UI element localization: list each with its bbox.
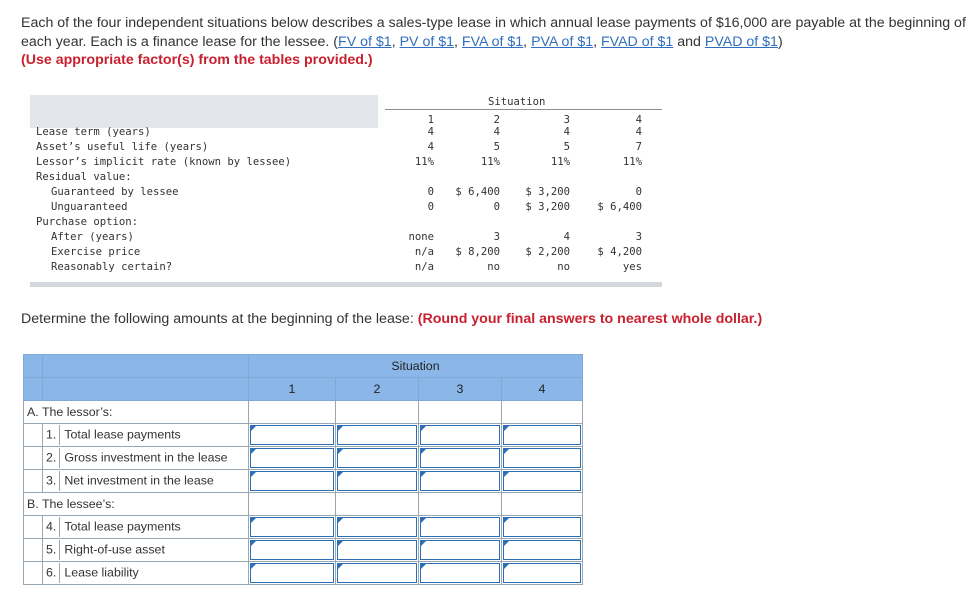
- input-marker-icon: [421, 472, 426, 477]
- grid-item-label: [43, 447, 249, 470]
- item-label: Right-of-use asset: [64, 542, 165, 557]
- grid-situation-header: Situation: [249, 355, 583, 378]
- empty-cell: [502, 493, 583, 516]
- data-cell: $ 4,200: [597, 246, 642, 258]
- empty-cell: [502, 401, 583, 424]
- item-divider: [59, 425, 60, 445]
- data-cell: 0: [427, 186, 434, 198]
- input-box[interactable]: [420, 563, 500, 583]
- input-marker-icon: [338, 518, 343, 523]
- situation-header: Situation: [488, 96, 546, 108]
- grid-col-2: 2: [336, 378, 419, 401]
- data-cell: 3: [493, 231, 500, 243]
- input-marker-icon: [421, 541, 426, 546]
- situation-header-rule: [385, 109, 662, 110]
- input-box[interactable]: [503, 448, 581, 468]
- data-table-footer-band: [30, 282, 662, 287]
- data-cell: n/a: [414, 261, 434, 273]
- input-marker-icon: [338, 426, 343, 431]
- indent-cell: [24, 516, 43, 539]
- input-marker-icon: [421, 426, 426, 431]
- input-box[interactable]: [503, 517, 581, 537]
- data-cell: yes: [622, 261, 642, 273]
- answer-input[interactable]: [419, 447, 502, 470]
- data-cell: $ 6,400: [455, 186, 500, 198]
- indent-cell: [24, 447, 43, 470]
- input-marker-icon: [338, 472, 343, 477]
- answer-input[interactable]: [249, 539, 336, 562]
- data-row-label: Asset’s useful life (years): [36, 141, 209, 153]
- task-prompt-text: Determine the following amounts at the beginning of the lease:: [21, 311, 418, 327]
- task-prompt: [21, 311, 762, 327]
- empty-cell: [336, 493, 419, 516]
- data-cell: 5: [563, 141, 570, 153]
- empty-cell: [336, 401, 419, 424]
- data-cell: 0: [427, 201, 434, 213]
- input-box[interactable]: [337, 448, 417, 468]
- data-row-label: Reasonably certain?: [51, 261, 173, 273]
- item-label: Gross investment in the lease: [64, 450, 228, 465]
- grid-section-title: [24, 401, 249, 424]
- answer-input[interactable]: [419, 562, 502, 585]
- data-cell: 4: [635, 126, 642, 138]
- item-divider: [59, 471, 60, 491]
- fv-table-link[interactable]: FV of $1: [338, 33, 392, 50]
- data-cell: $ 8,200: [455, 246, 500, 258]
- item-label: Total lease payments: [64, 519, 181, 534]
- input-box[interactable]: [337, 517, 417, 537]
- intro-close: ): [777, 33, 783, 50]
- data-cell: 4: [563, 231, 570, 243]
- data-cell: n/a: [414, 246, 434, 258]
- grid-corner: [24, 355, 43, 378]
- answer-input[interactable]: [336, 539, 419, 562]
- input-marker-icon: [251, 449, 256, 454]
- fvad-table-link[interactable]: FVAD of $1: [601, 33, 674, 50]
- input-box[interactable]: [503, 425, 581, 445]
- item-number: 2.: [46, 450, 57, 465]
- empty-cell: [419, 401, 502, 424]
- input-box[interactable]: [503, 471, 581, 491]
- answer-input[interactable]: [502, 447, 583, 470]
- data-row-label: Residual value:: [36, 171, 132, 183]
- answer-input[interactable]: [249, 562, 336, 585]
- item-divider: [59, 540, 60, 560]
- data-cell: 11%: [622, 156, 642, 168]
- intro-text: Each of the four independent situations below describes a sales-type lease in which annual lease payments of $16,000 are payable at the beginning of each year. Each is a finance lease for the lessee. (: [21, 15, 966, 50]
- data-cell: none: [408, 231, 434, 243]
- grid-col-3: 3: [419, 378, 502, 401]
- answer-input[interactable]: [502, 516, 583, 539]
- indent-cell: [24, 562, 43, 585]
- situation-col-3: 3: [563, 114, 570, 126]
- answer-input[interactable]: [249, 470, 336, 493]
- item-number: 6.: [46, 565, 57, 580]
- data-cell: 4: [427, 141, 434, 153]
- data-cell: 11%: [414, 156, 434, 168]
- grid-item-label: [43, 470, 249, 493]
- data-cell: 5: [493, 141, 500, 153]
- answer-input[interactable]: [502, 562, 583, 585]
- data-cell: 0: [493, 201, 500, 213]
- data-row-label: Lease term (years): [36, 126, 151, 138]
- section-title: The lessor’s:: [41, 405, 113, 419]
- data-row-label: After (years): [51, 231, 134, 243]
- situation-col-1: 1: [427, 114, 434, 126]
- input-box[interactable]: [420, 471, 500, 491]
- input-box[interactable]: [420, 540, 500, 560]
- grid-col-1: 1: [249, 378, 336, 401]
- data-cell: no: [557, 261, 570, 273]
- answer-input[interactable]: [502, 470, 583, 493]
- input-marker-icon: [338, 541, 343, 546]
- item-label: Total lease payments: [64, 427, 181, 442]
- pv-table-link[interactable]: PV of $1: [399, 33, 455, 50]
- input-marker-icon: [421, 449, 426, 454]
- situations-data-table: [30, 95, 662, 287]
- input-box[interactable]: [337, 540, 417, 560]
- data-cell: 4: [427, 126, 434, 138]
- data-row-label: Exercise price: [51, 246, 141, 258]
- answer-grid: [23, 354, 583, 585]
- data-cell: no: [487, 261, 500, 273]
- answer-input[interactable]: [502, 424, 583, 447]
- answer-input[interactable]: [419, 424, 502, 447]
- answer-input[interactable]: [249, 447, 336, 470]
- input-box[interactable]: [420, 425, 500, 445]
- rounding-instruction: (Round your final answers to nearest whole dollar.): [417, 311, 763, 327]
- data-cell: 11%: [550, 156, 570, 168]
- data-row-label: Purchase option:: [36, 216, 139, 228]
- item-label: Net investment in the lease: [64, 473, 214, 488]
- grid-corner: [24, 378, 43, 401]
- item-divider: [59, 517, 60, 537]
- input-box[interactable]: [250, 540, 334, 560]
- empty-cell: [249, 493, 336, 516]
- intro-and: and: [677, 33, 701, 50]
- grid-item-label: [43, 539, 249, 562]
- input-marker-icon: [421, 518, 426, 523]
- item-number: 4.: [46, 519, 57, 534]
- input-box[interactable]: [503, 540, 581, 560]
- answer-input[interactable]: [419, 470, 502, 493]
- input-marker-icon: [504, 541, 509, 546]
- answer-input[interactable]: [419, 516, 502, 539]
- input-marker-icon: [251, 518, 256, 523]
- input-marker-icon: [504, 518, 509, 523]
- grid-section-title: [24, 493, 249, 516]
- item-divider: [59, 563, 60, 583]
- grid-corner: [43, 378, 249, 401]
- grid-col-4: 4: [502, 378, 583, 401]
- data-cell: 4: [493, 126, 500, 138]
- empty-cell: [249, 401, 336, 424]
- input-marker-icon: [251, 472, 256, 477]
- input-box[interactable]: [250, 448, 334, 468]
- grid-corner: [43, 355, 249, 378]
- problem-statement: Each of the four independent situations below describes a sales-type lease in which annual lease payments of $16,000 are payable at the beginning of each year. Each is a finance lease for the lessee. (FV of $1, PV of $1, FVA of $1, PVA of $1, FVAD of $1 and PVAD of $1) (Use appropriate factor(s) from the tables provided.): [21, 15, 966, 68]
- item-number: 1.: [46, 427, 57, 442]
- item-number: 3.: [46, 473, 57, 488]
- indent-cell: [24, 424, 43, 447]
- fva-table-link[interactable]: FVA of $1: [461, 33, 524, 50]
- input-marker-icon: [251, 426, 256, 431]
- input-marker-icon: [504, 564, 509, 569]
- situation-col-2: 2: [493, 114, 500, 126]
- input-box[interactable]: [250, 425, 334, 445]
- answer-input[interactable]: [336, 424, 419, 447]
- pvad-table-link[interactable]: PVAD of $1: [704, 33, 778, 50]
- input-box[interactable]: [250, 471, 334, 491]
- grid-item-label: [43, 562, 249, 585]
- answer-input[interactable]: [336, 562, 419, 585]
- section-letter: A.: [27, 405, 39, 419]
- input-box[interactable]: [337, 563, 417, 583]
- input-box[interactable]: [250, 563, 334, 583]
- data-cell: 4: [563, 126, 570, 138]
- answer-input[interactable]: [249, 424, 336, 447]
- empty-cell: [419, 493, 502, 516]
- section-title: The lessee’s:: [41, 497, 115, 511]
- input-box[interactable]: [503, 563, 581, 583]
- answer-input[interactable]: [336, 516, 419, 539]
- item-label: Lease liability: [64, 565, 139, 580]
- answer-input[interactable]: [336, 447, 419, 470]
- input-marker-icon: [338, 564, 343, 569]
- input-box[interactable]: [420, 448, 500, 468]
- answer-input[interactable]: [249, 516, 336, 539]
- data-cell: 0: [635, 186, 642, 198]
- section-letter: B.: [27, 497, 39, 511]
- item-number: 5.: [46, 542, 57, 557]
- input-marker-icon: [504, 426, 509, 431]
- data-row-label: Lessor’s implicit rate (known by lessee): [36, 156, 292, 168]
- input-box[interactable]: [337, 471, 417, 491]
- data-cell: 11%: [480, 156, 500, 168]
- answer-input[interactable]: [502, 539, 583, 562]
- input-marker-icon: [251, 564, 256, 569]
- data-cell: $ 6,400: [597, 201, 642, 213]
- indent-cell: [24, 470, 43, 493]
- data-cell: $ 2,200: [525, 246, 570, 258]
- answer-input[interactable]: [336, 470, 419, 493]
- data-cell: 7: [635, 141, 642, 153]
- input-marker-icon: [421, 564, 426, 569]
- input-marker-icon: [251, 541, 256, 546]
- input-box[interactable]: [420, 517, 500, 537]
- input-marker-icon: [504, 449, 509, 454]
- grid-item-label: [43, 516, 249, 539]
- data-cell: $ 3,200: [525, 201, 570, 213]
- answer-input[interactable]: [419, 539, 502, 562]
- grid-item-label: [43, 424, 249, 447]
- data-row-label: Guaranteed by lessee: [51, 186, 179, 198]
- pva-table-link[interactable]: PVA of $1: [531, 33, 594, 50]
- input-marker-icon: [338, 449, 343, 454]
- indent-cell: [24, 539, 43, 562]
- data-row-label: Unguaranteed: [51, 201, 128, 213]
- input-marker-icon: [504, 472, 509, 477]
- input-box[interactable]: [337, 425, 417, 445]
- item-divider: [59, 448, 60, 468]
- input-box[interactable]: [250, 517, 334, 537]
- data-table-header-band: [30, 95, 378, 128]
- situation-col-4: 4: [635, 114, 642, 126]
- data-cell: $ 3,200: [525, 186, 570, 198]
- data-cell: 3: [635, 231, 642, 243]
- factor-instruction: (Use appropriate factor(s) from the tables provided.): [21, 52, 373, 68]
